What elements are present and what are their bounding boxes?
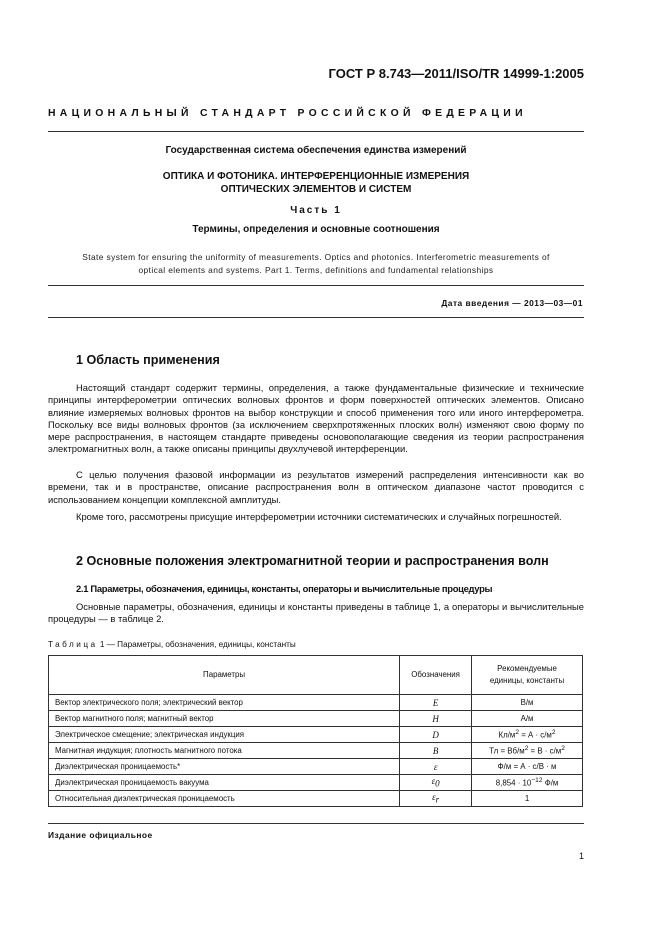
unit-cell: Ф/м = А · с/В · м bbox=[472, 759, 583, 775]
title-top-rule bbox=[48, 131, 584, 132]
table-1-caption-word: Таблица bbox=[48, 640, 98, 649]
table-row bbox=[49, 759, 583, 775]
unit-cell: 1 bbox=[472, 791, 583, 807]
unit-cell bbox=[472, 743, 583, 759]
gost-code: ГОСТ Р 8.743—2011/ISO/TR 14999-1:2005 bbox=[328, 66, 584, 81]
symbol-text: ε bbox=[433, 761, 438, 772]
unit-rest: = В · с/м bbox=[528, 746, 562, 756]
symbol-subscript: 0 bbox=[435, 778, 440, 789]
table-row bbox=[49, 695, 583, 711]
unit-cell: В/м bbox=[472, 695, 583, 711]
param-cell: Магнитная индукция; плотность магнитного потока bbox=[49, 743, 400, 759]
col-header-symbol: Обозначения bbox=[400, 656, 472, 695]
table-row bbox=[49, 711, 583, 727]
col-header-units-line2: единицы, константы bbox=[489, 676, 565, 685]
date-rule bbox=[48, 317, 584, 318]
main-title-line2: ОПТИЧЕСКИХ ЭЛЕМЕНТОВ И СИСТЕМ bbox=[220, 184, 412, 195]
symbol-text: H bbox=[432, 713, 439, 724]
unit-exponent: 2 bbox=[551, 729, 556, 737]
official-edition-label: Издание официальное bbox=[48, 830, 153, 840]
unit-base: Кл/м bbox=[498, 730, 516, 740]
introduction-date: Дата введения — 2013—03—01 bbox=[441, 298, 583, 308]
symbol-text: E bbox=[432, 697, 439, 708]
param-cell: Вектор электрического поля; электрический вектор bbox=[49, 695, 400, 711]
symbol-cell bbox=[400, 711, 472, 727]
unit-cell bbox=[472, 727, 583, 743]
col-header-units-line1: Рекомендуемые bbox=[497, 664, 557, 673]
national-standard-banner: НАЦИОНАЛЬНЫЙ СТАНДАРТ РОССИЙСКОЙ ФЕДЕРАЦИИ bbox=[48, 108, 527, 119]
section-2-heading: 2 Основные положения электромагнитной теории и распространения волн bbox=[76, 554, 549, 568]
section-2-1-heading: 2.1 Параметры, обозначения, единицы, константы, операторы и вычислительные процедуры bbox=[76, 583, 493, 594]
unit-rest: = А · с/м bbox=[519, 730, 552, 740]
section-1-paragraph-1: Настоящий стандарт содержит термины, определения, а также фундаментальные физические и технические принципы интерферометрии оптических волновых фронтов и форм поверхностей оптических элементов. Описано влияние измеряемых волновых фронтов на выбор конструкции и способ применения того или иного интерферометра. Поскольку все виды волновых фронтов (за исключением сверхпротяженных плоских волн) изменяют свою форму по мере распространения, в настоящем стандарте приведены основополагающие сведения из теории распространения электромагнитных волн, а также описаны принципы двухлучевой интерференции. bbox=[48, 382, 584, 455]
unit-cell bbox=[472, 775, 583, 791]
param-cell: Диэлектрическая проницаемость* bbox=[49, 759, 400, 775]
section-1-paragraph-2: С целью получения фазовой информации из результатов измерений распределения интенсивности как во времени, так и в пространстве, описание распространения волн в оптическом диапазоне частот проводится с использованием концепции комплексной амплитуды. bbox=[48, 469, 584, 505]
symbol-text: B bbox=[432, 745, 439, 756]
section-1-paragraph-3: Кроме того, рассмотрены присущие интерферометрии источники систематических и случайных погрешностей. bbox=[76, 511, 562, 522]
symbol-text: ε bbox=[431, 776, 436, 787]
table-1-caption bbox=[48, 640, 296, 649]
col-header-units bbox=[472, 656, 583, 695]
symbol-cell bbox=[400, 743, 472, 759]
table-row bbox=[49, 775, 583, 791]
symbol-cell bbox=[400, 727, 472, 743]
symbol-subscript: r bbox=[435, 794, 440, 805]
unit-exponent: −12 bbox=[531, 777, 543, 785]
symbol-cell bbox=[400, 695, 472, 711]
english-title bbox=[48, 251, 584, 276]
param-cell: Электрическое смещение; электрическая индукция bbox=[49, 727, 400, 743]
part-label: Часть 1 bbox=[290, 205, 342, 216]
symbol-cell bbox=[400, 759, 472, 775]
system-title: Государственная система обеспечения единства измерений bbox=[165, 145, 467, 156]
col-header-parameters: Параметры bbox=[49, 656, 400, 695]
english-title-line2: optical elements and systems. Part 1. Terms, definitions and fundamental relationships bbox=[138, 264, 494, 275]
symbol-text: ε bbox=[432, 792, 436, 803]
table-header-row bbox=[49, 656, 583, 695]
unit-base: 8,854 · 10 bbox=[495, 778, 532, 788]
page-number: 1 bbox=[578, 851, 584, 861]
footer-rule bbox=[48, 823, 584, 824]
param-cell: Относительная диэлектрическая проницаемость bbox=[49, 791, 400, 807]
table-row bbox=[49, 743, 583, 759]
symbol-cell bbox=[400, 775, 472, 791]
title-bottom-rule bbox=[48, 285, 584, 286]
unit-cell: А/м bbox=[472, 711, 583, 727]
param-cell: Вектор магнитного поля; магнитный вектор bbox=[49, 711, 400, 727]
unit-rest: Ф/м bbox=[542, 778, 559, 788]
section-1-heading: 1 Область применения bbox=[76, 353, 220, 367]
table-row bbox=[49, 791, 583, 807]
english-title-line1: State system for ensuring the uniformity of measurements. Optics and photonics. Interferometric measurements of bbox=[82, 252, 550, 262]
subtitle: Термины, определения и основные соотношения bbox=[192, 224, 440, 235]
unit-exponent: 2 bbox=[561, 745, 565, 753]
main-title bbox=[48, 170, 584, 196]
unit-exponent: 2 bbox=[515, 729, 520, 737]
param-cell: Диэлектрическая проницаемость вакуума bbox=[49, 775, 400, 791]
symbol-text: D bbox=[432, 729, 439, 740]
parameters-table bbox=[48, 655, 583, 807]
table-1-caption-text: 1 — Параметры, обозначения, единицы, константы bbox=[99, 640, 296, 649]
unit-exponent: 2 bbox=[524, 745, 529, 753]
main-title-line1: ОПТИКА И ФОТОНИКА. ИНТЕРФЕРЕНЦИОННЫЕ ИЗМЕРЕНИЯ bbox=[162, 171, 470, 182]
table-row bbox=[49, 727, 583, 743]
section-2-1-paragraph: Основные параметры, обозначения, единицы и константы приведены в таблице 1, а операторы и вычислительные процедуры — в таблице 2. bbox=[48, 601, 584, 625]
unit-base: Тл = Вб/м bbox=[489, 746, 525, 756]
symbol-cell bbox=[400, 791, 472, 807]
